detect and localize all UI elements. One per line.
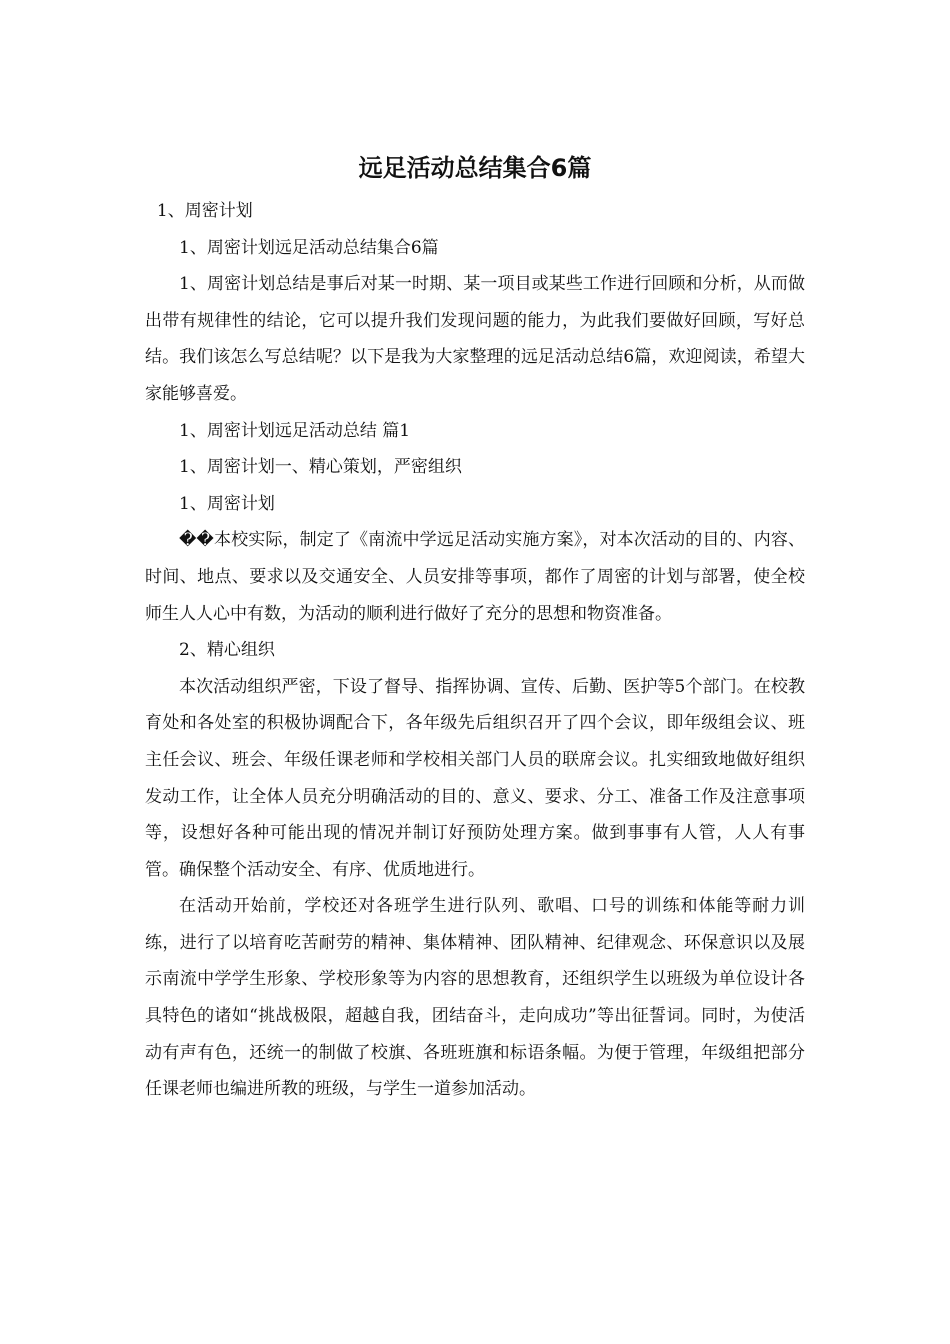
document-title: 远足活动总结集合6篇: [358, 154, 592, 182]
body-paragraph: 在活动开始前，学校还对各班学生进行队列、歌唱、口号的训练和体能等耐力训练，进行了以培育吃苦耐劳的精神、集体精神、团队精神、纪律观念、环保意识以及展示南流中学学生形象、学校形象等为内容的思想教育，还组织学生以班级为单位设计各具特色的诸如“挑战极限，超越自我，团结奋斗，走向成功”等出征誓词。同时，为使活动有声有色，还统一的制做了校旗、各班班旗和标语条幅。为便于管理，年级组把部分任课老师也编进所教的班级，与学生一道参加活动。: [145, 896, 805, 1100]
body-paragraph: ��本校实际，制定了《南流中学远足活动实施方案》，对本次活动的目的、内容、时间、地点、要求以及交通安全、人员安排等事项，都作了周密的计划与部署，使全校师生人人心中有数，为活动的顺利进行做好了充分的思想和物资准备。: [145, 530, 805, 624]
document-body: [145, 193, 805, 1108]
sub-heading: 1、周密计划: [179, 493, 275, 514]
subtitle-line: 1、周密计划远足活动总结集合6篇: [179, 237, 439, 258]
section-heading: 1、周密计划: [156, 201, 253, 221]
part-heading: 1、周密计划一、精心策划，严密组织: [179, 457, 462, 478]
sub-heading: 2、精心组织: [179, 640, 275, 661]
article-heading: 1、周密计划远足活动总结 篇1: [179, 420, 411, 441]
body-paragraph: 本次活动组织严密，下设了督导、指挥协调、宣传、后勤、医护等5个部门。在校教育处和各处室的积极协调配合下，各年级先后组织召开了四个会议，即年级组会议、班主任会议、班会、年级任课老师和学校相关部门人员的联席会议。扎实细致地做好组织发动工作，让全体人员充分明确活动的目的、意义、要求、分工、准备工作及注意事项等，设想好各种可能出现的情况并制订好预防处理方案。做到事事有人管，人人有事管。确保整个活动安全、有序、优质地进行。: [145, 676, 805, 880]
intro-paragraph: 1、周密计划总结是事后对某一时期、某一项目或某些工作进行回顾和分析，从而做出带有规律性的结论，它可以提升我们发现问题的能力，为此我们要做好回顾，写好总结。我们该怎么写总结呢？以下是我为大家整理的远足活动总结6篇，欢迎阅读，希望大家能够喜爱。: [145, 274, 805, 404]
